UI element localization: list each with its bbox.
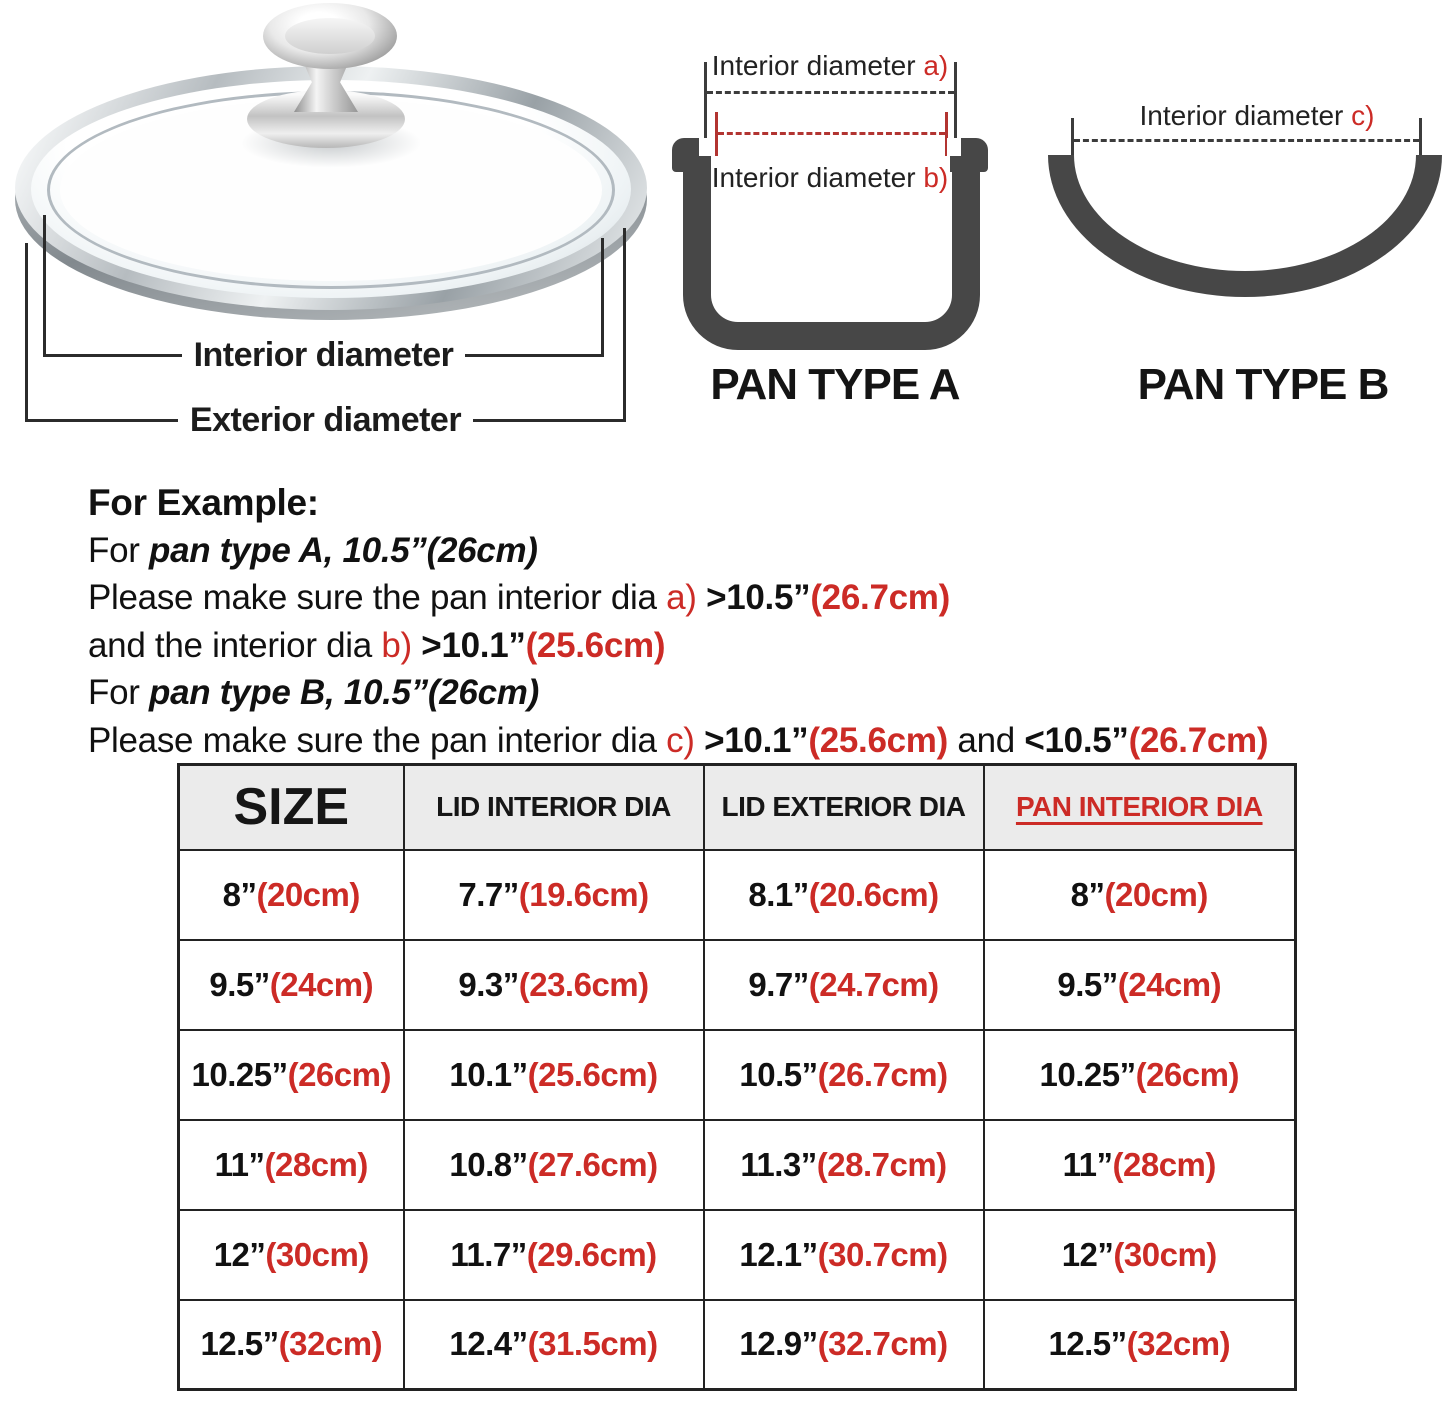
exterior-dim-left-line (25, 243, 28, 422)
interior-diameter-label: Interior diameter (43, 336, 604, 375)
interior-dia-c-label: Interior diameter c) (1139, 100, 1375, 131)
pan-type-a-title: PAN TYPE A (710, 360, 960, 409)
table-cell: 10.8”(27.6cm) (404, 1120, 704, 1210)
table-cell: 11”(28cm) (179, 1120, 404, 1210)
exterior-diameter-label: Exterior diameter (25, 401, 626, 440)
header-lid-interior-dia: LID INTERIOR DIA (404, 765, 704, 850)
example-line-dia-b: and the interior dia b) >10.1”(25.6cm) (88, 625, 666, 665)
interior-dia-a-label: Interior diameter a) (711, 50, 949, 81)
pan-type-b-title: PAN TYPE B (1137, 360, 1389, 409)
dim-a-dashed-line (707, 91, 954, 94)
header-lid-exterior-dia: LID EXTERIOR DIA (704, 765, 984, 850)
example-line-pan-a: For pan type A, 10.5”(26cm) (88, 530, 538, 570)
dim-b-dashed-line (718, 132, 945, 135)
table-cell: 10.5”(26.7cm) (704, 1030, 984, 1120)
example-line-dia-a: Please make sure the pan interior dia a) >10.5”(26.7cm) (88, 578, 950, 617)
table-cell: 12.1”(30.7cm) (704, 1210, 984, 1300)
example-line-dia-c: Please make sure the pan interior dia c) >10.1”(25.6cm) and <10.5”(26.7cm) (88, 720, 1269, 760)
example-line-pan-b: For pan type B, 10.5”(26cm) (88, 673, 539, 712)
pan-a-cross-section (683, 152, 980, 350)
table-cell: 10.25”(26cm) (179, 1030, 404, 1120)
table-cell: 9.3”(23.6cm) (404, 940, 704, 1030)
pan-a-left-rim-notch (699, 138, 713, 156)
table-cell: 9.7”(24.7cm) (704, 940, 984, 1030)
table-cell: 12”(30cm) (984, 1210, 1296, 1300)
table-cell: 8.1”(20.6cm) (704, 850, 984, 940)
interior-dia-b-label: Interior diameter b) (711, 162, 949, 193)
table-row (179, 1300, 1296, 1390)
pan-b-cross-section (1048, 155, 1442, 297)
table-cell: 11.3”(28.7cm) (704, 1120, 984, 1210)
table-row (179, 1120, 1296, 1210)
table-cell: 11.7”(29.6cm) (404, 1210, 704, 1300)
table-row (179, 1210, 1296, 1300)
table-cell: 10.25”(26cm) (984, 1030, 1296, 1120)
table-cell: 12.5”(32cm) (179, 1300, 404, 1390)
table-cell: 12.4”(31.5cm) (404, 1300, 704, 1390)
size-table (177, 763, 1297, 1391)
table-cell: 12.5”(32cm) (984, 1300, 1296, 1390)
table-cell: 10.1”(25.6cm) (404, 1030, 704, 1120)
table-header-row (179, 765, 1296, 850)
table-cell: 8”(20cm) (179, 850, 404, 940)
table-row (179, 1030, 1296, 1120)
table-cell: 9.5”(24cm) (179, 940, 404, 1030)
example-text-block (88, 479, 1418, 764)
pan-a-right-rim-notch (947, 138, 961, 156)
knob-cap-highlight (285, 18, 375, 54)
table-cell: 12”(30cm) (179, 1210, 404, 1300)
header-size: SIZE (179, 765, 404, 850)
exterior-dim-right-line (623, 228, 626, 422)
table-cell: 12.9”(32.7cm) (704, 1300, 984, 1390)
table-row (179, 850, 1296, 940)
table-cell: 11”(28cm) (984, 1120, 1296, 1210)
example-heading: For Example: (88, 482, 319, 523)
table-cell: 7.7”(19.6cm) (404, 850, 704, 940)
table-cell: 8”(20cm) (984, 850, 1296, 940)
dim-c-dashed-line (1074, 139, 1419, 142)
header-pan-interior-dia: PAN INTERIOR DIA (984, 765, 1296, 850)
table-cell: 9.5”(24cm) (984, 940, 1296, 1030)
table-row (179, 940, 1296, 1030)
